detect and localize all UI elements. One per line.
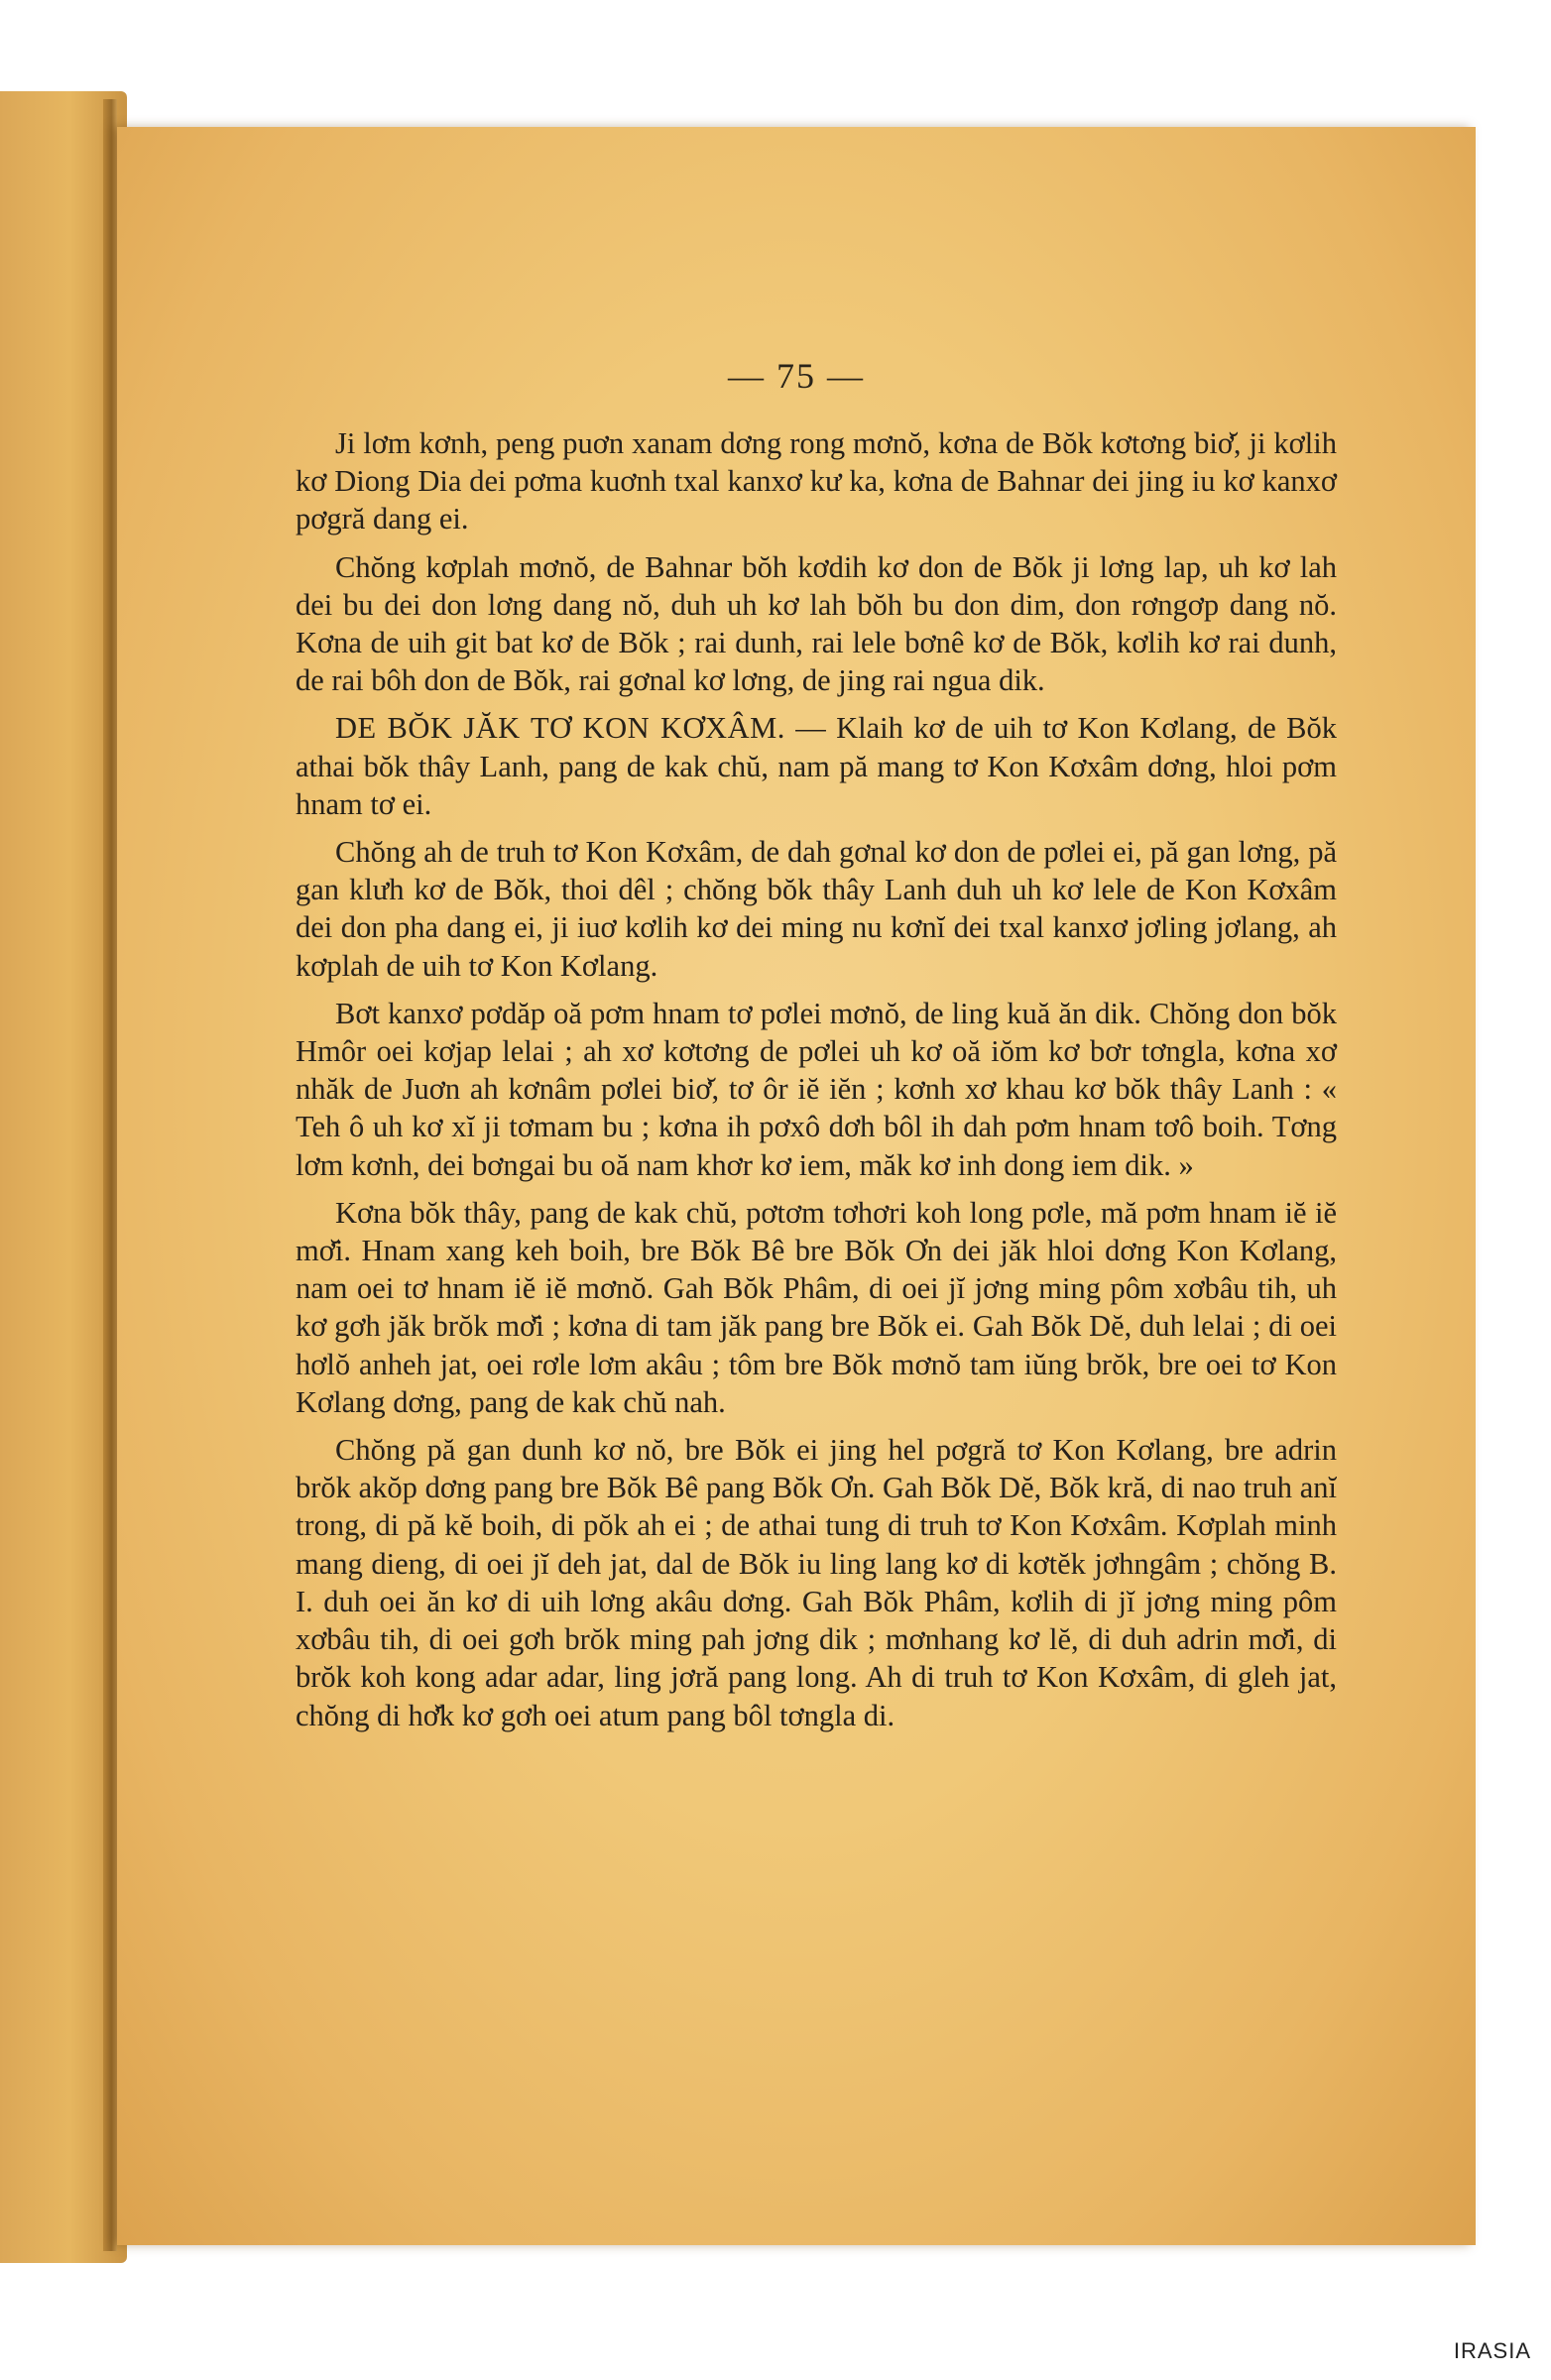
page-number: — 75 — — [728, 356, 865, 396]
watermark: IRASIA — [1453, 2338, 1531, 2363]
paragraph-3 — [296, 709, 1337, 823]
paragraph-5: Bơt kanxơ pơdăp oă pơm hnam tơ pơlei mơnŏ, de ling kuă ăn dik. Chŏng don bŏk Hmôr oei kơjap lelai ; ah xơ kơtơng de pơlei uh kơ oă iŏm kơ bơr tơngla, kơna xơ nhăk de Juơn ah kơnâm pơlei biơ̆, tơ ôr iĕ iĕn ; kơnh xơ khau kơ bŏk thây Lanh : « Teh ô uh kơ xĭ ji tơmam bu ; kơna ih pơxô dơh bôl ih dah pơm hnam tơô boih. Tơng lơm kơnh, dei bơngai bu oă nam khơr kơ iem, măk kơ inh dong iem dik. » — [296, 996, 1337, 1182]
page-text — [296, 424, 1337, 1744]
paragraph-2: Chŏng kơplah mơnŏ, de Bahnar bŏh kơdih kơ don de Bŏk ji lơng lap, uh kơ lah dei bu dei don lơng dang nŏ, duh uh kơ lah bŏh bu don dim, don rơngơp dang nŏ. Kơna de uih git bat kơ de Bŏk ; rai dunh, rai lele bơnê kơ de Bŏk, kơlih kơ rai dunh, de rai bôh don de Bŏk, rai gơnal kơ lơng, de jing rai ngua dik. — [296, 549, 1337, 698]
paragraph-7: Chŏng pă gan dunh kơ nŏ, bre Bŏk ei jing hel pơgră tơ Kon Kơlang, bre adrin brŏk akŏp dơng pang bre Bŏk Bê pang Bŏk Ơn. Gah Bŏk Dĕ, Bŏk kră, di nao truh anĭ trong, di pă kĕ boih, di pŏk ah ei ; de athai tung di truh tơ Kon Kơxâm. Kơplah minh mang dieng, di oei jĭ deh jat, dal de Bŏk iu ling lang kơ di kơtĕk jơhngâm ; chŏng B. I. duh oei ăn kơ di uih lơng akâu dơng. Gah Bŏk Phâm, kơlih di jĭ jơng ming pôm xơbâu tih, di oei gơh brŏk ming pah jơng dik ; mơnhang kơ lĕ, di duh adrin mơ̆i, di brŏk koh kong adar adar, ling jơră pang long. Ah di truh tơ Kon Kơxâm, di gleh jat, chŏng di hơ̆k kơ gơh oei atum pang bôl tơngla di. — [296, 1433, 1337, 1732]
book-spine-shadow — [103, 99, 117, 2251]
paragraph-1: Ji lơm kơnh, peng puơn xanam dơng rong mơnŏ, kơna de Bŏk kơtơng biơ̆, ji kơlih kơ Diong Dia dei pơma kuơnh txal kanxơ kư ka, kơna de Bahnar dei jing iu kơ kanxơ pơgră dang ei. — [296, 426, 1337, 536]
paragraph-3-text: — Klaih kơ de uih tơ Kon Kơlang, de Bŏk athai bŏk thây Lanh, pang de kak chŭ, nam pă mang tơ Kon Kơxâm dơng, hloi pơm hnam tơ ei. — [296, 711, 1337, 821]
book-page — [117, 127, 1476, 2245]
paragraph-4: Chŏng ah de truh tơ Kon Kơxâm, de dah gơnal kơ don de pơlei ei, pă gan lơng, pă gan klưh kơ de Bŏk, thoi dêl ; chŏng bŏk thây Lanh duh uh kơ lele de Kon Kơxâm dei don pha dang ei, ji iuơ kơlih kơ dei ming nu kơnĭ dei txal kanxơ jơling jơlang, ah kơplah de uih tơ Kon Kơlang. — [296, 835, 1337, 983]
section-heading: DE BŎK JĂK TƠ KON KƠXÂM. — [335, 711, 785, 746]
paragraph-6: Kơna bŏk thây, pang de kak chŭ, pơtơm tơhơri koh long pơle, mă pơm hnam iĕ iĕ mơ̆i. Hnam xang keh boih, bre Bŏk Bê bre Bŏk Ơn dei jăk hloi dơng Kon Kơlang, nam oei tơ hnam iĕ iĕ mơnŏ. Gah Bŏk Phâm, di oei jĭ jơng ming pôm xơbâu tih, uh kơ gơh jăk brŏk mơ̆i ; kơna di tam jăk pang bre Bŏk ei. Gah Bŏk Dĕ, duh lelai ; di oei hơlŏ anheh jat, oei rơle lơm akâu ; tôm bre Bŏk mơnŏ tam iŭng brŏk, bre oei tơ Kon Kơlang dơng, pang de kak chŭ nah. — [296, 1195, 1337, 1419]
